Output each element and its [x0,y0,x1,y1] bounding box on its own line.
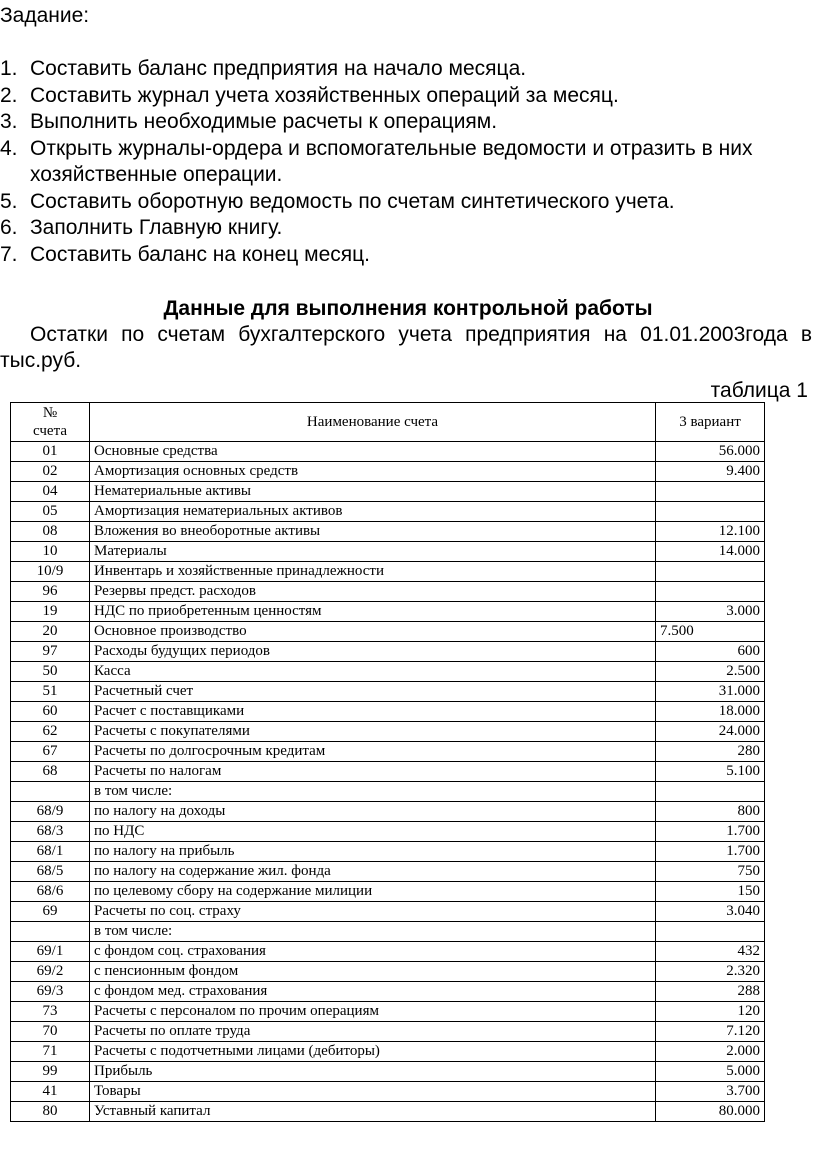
task-text: Составить оборотную ведомость по счетам синтетического учета. [30,189,675,213]
account-code-cell: 68/9 [11,802,90,822]
account-value-cell: 14.000 [656,542,765,562]
task-number: 6. [0,216,18,239]
task-text: Заполнить Главную книгу. [30,216,283,239]
table-row [11,482,765,502]
account-name-cell: Расчетный счет [90,682,656,702]
account-value-cell: 31.000 [656,682,765,702]
account-value-cell [656,482,765,502]
task-text: Составить баланс предприятия на начало месяца. [30,57,527,80]
account-value-cell: 432 [656,942,765,962]
table-row [11,622,765,642]
task-item [0,56,810,83]
account-code-cell: 68/1 [11,842,90,862]
account-value-cell: 5.100 [656,762,765,782]
account-name-cell: Основное производство [90,622,656,642]
task-number: 3. [0,110,18,133]
account-code-cell [11,922,90,942]
account-name-cell: в том числе: [90,922,656,942]
header-account-number-text: № счета [33,405,67,439]
task-text: Составить баланс на конец месяц. [30,242,370,266]
task-item [0,242,810,269]
task-number: 7. [0,242,18,266]
table-row [11,562,765,582]
account-value-cell: 3.700 [656,1082,765,1102]
account-name-cell: Инвентарь и хозяйственные принадлежности [90,562,656,582]
account-code-cell: 05 [11,502,90,522]
table-row [11,542,765,562]
account-code-cell: 20 [11,622,90,642]
account-value-cell: 7.500 [656,622,765,642]
header-account-number [11,403,90,442]
table-row [11,522,765,542]
account-value-cell: 9.400 [656,462,765,482]
account-name-cell: Расчеты по долгосрочным кредитам [90,742,656,762]
account-name-cell: Основные средства [90,442,656,462]
table-row [11,582,765,602]
account-name-cell: Амортизация основных средств [90,462,656,482]
account-value-cell: 2.000 [656,1042,765,1062]
table-header-row [11,403,765,442]
account-name-cell: Амортизация нематериальных активов [90,502,656,522]
account-code-cell: 08 [11,522,90,542]
account-code-cell: 04 [11,482,90,502]
task-number: 2. [0,83,18,107]
intro-text: Остатки по счетам бухгалтерского учета предприятия на 01.01.2003года в тыс.руб. [0,323,812,372]
table-row [11,642,765,662]
task-item [0,83,810,110]
account-name-cell: Резервы предст. расходов [90,582,656,602]
task-text: Выполнить необходимые расчеты к операциям. [30,110,498,133]
account-code-cell: 68/6 [11,882,90,902]
table-row [11,462,765,482]
account-code-cell: 69/3 [11,982,90,1002]
account-name-cell: с фондом мед. страхования [90,982,656,1002]
task-item [0,109,810,136]
account-name-cell: по налогу на содержание жил. фонда [90,862,656,882]
account-value-cell: 1.700 [656,822,765,842]
account-name-cell: Материалы [90,542,656,562]
account-code-cell: 69/2 [11,962,90,982]
account-name-cell: Расчет с поставщиками [90,702,656,722]
page-heading: Задание: [0,4,90,27]
account-value-cell: 2.500 [656,662,765,682]
account-value-cell: 80.000 [656,1102,765,1122]
account-value-cell [656,502,765,522]
task-list [0,56,810,268]
task-text: Составить журнал учета хозяйственных операций за месяц. [30,83,619,107]
account-name-cell: Расчеты по соц. страху [90,902,656,922]
account-value-cell: 120 [656,1002,765,1022]
account-code-cell: 71 [11,1042,90,1062]
table-row [11,1082,765,1102]
account-value-cell: 24.000 [656,722,765,742]
account-value-cell [656,562,765,582]
account-value-cell: 3.000 [656,602,765,622]
table-row [11,942,765,962]
table-row [11,902,765,922]
table-row [11,882,765,902]
account-value-cell: 5.000 [656,1062,765,1082]
task-item [0,136,810,189]
table-row [11,962,765,982]
account-value-cell [656,582,765,602]
account-code-cell: 70 [11,1022,90,1042]
account-value-cell: 288 [656,982,765,1002]
table-row [11,782,765,802]
table-row [11,982,765,1002]
account-code-cell: 62 [11,722,90,742]
account-value-cell [656,922,765,942]
account-code-cell: 68/5 [11,862,90,882]
account-name-cell: по целевому сбору на содержание милиции [90,882,656,902]
table-row [11,842,765,862]
account-value-cell: 600 [656,642,765,662]
table-row [11,742,765,762]
account-value-cell: 750 [656,862,765,882]
account-code-cell: 67 [11,742,90,762]
account-name-cell: в том числе: [90,782,656,802]
header-account-name: Наименование счета [90,403,656,442]
table-row [11,802,765,822]
account-value-cell: 12.100 [656,522,765,542]
task-number: 1. [0,57,18,80]
account-name-cell: по налогу на прибыль [90,842,656,862]
account-name-cell: Прибыль [90,1062,656,1082]
account-code-cell: 41 [11,1082,90,1102]
account-name-cell: Расчеты по налогам [90,762,656,782]
account-code-cell: 51 [11,682,90,702]
account-value-cell: 7.120 [656,1022,765,1042]
table-row [11,1102,765,1122]
table-row [11,1042,765,1062]
account-code-cell: 10/9 [11,562,90,582]
task-number: 4. [0,136,18,160]
account-name-cell: с пенсионным фондом [90,962,656,982]
table-row [11,1002,765,1022]
account-name-cell: Расчеты с подотчетными лицами (дебиторы) [90,1042,656,1062]
table-row [11,682,765,702]
table-row [11,602,765,622]
account-code-cell: 69 [11,902,90,922]
accounts-table [10,402,765,1122]
table-row [11,722,765,742]
account-value-cell: 56.000 [656,442,765,462]
table-row [11,502,765,522]
table-row [11,702,765,722]
account-code-cell: 97 [11,642,90,662]
account-name-cell: Касса [90,662,656,682]
account-name-cell: Расчеты с покупателями [90,722,656,742]
account-name-cell: Нематериальные активы [90,482,656,502]
task-item [0,189,810,216]
account-code-cell: 99 [11,1062,90,1082]
task-text: Открыть журналы-ордера и вспомогательные ведомости и отразить в них хозяйственные операции. [30,136,753,186]
account-code-cell: 96 [11,582,90,602]
table-row [11,762,765,782]
table-row [11,862,765,882]
account-code-cell: 73 [11,1002,90,1022]
account-value-cell [656,782,765,802]
account-value-cell: 3.040 [656,902,765,922]
account-value-cell: 18.000 [656,702,765,722]
account-code-cell: 50 [11,662,90,682]
table-caption: таблица 1 [710,379,808,402]
account-name-cell: НДС по приобретенным ценностям [90,602,656,622]
account-value-cell: 800 [656,802,765,822]
account-code-cell: 19 [11,602,90,622]
account-name-cell: по налогу на доходы [90,802,656,822]
account-name-cell: Товары [90,1082,656,1102]
task-number: 5. [0,189,18,213]
task-item [0,215,810,242]
account-name-cell: с фондом соц. страхования [90,942,656,962]
account-code-cell: 01 [11,442,90,462]
account-code-cell: 68 [11,762,90,782]
header-variant: 3 вариант [656,403,765,442]
table-row [11,922,765,942]
account-code-cell: 02 [11,462,90,482]
table-row [11,1062,765,1082]
account-value-cell: 2.320 [656,962,765,982]
account-name-cell: Расходы будущих периодов [90,642,656,662]
table-row [11,662,765,682]
section-title: Данные для выполнения контрольной работы [163,297,653,320]
account-code-cell: 69/1 [11,942,90,962]
account-name-cell: Уставный капитал [90,1102,656,1122]
table-row [11,822,765,842]
account-value-cell: 280 [656,742,765,762]
account-name-cell: Расчеты по оплате труда [90,1022,656,1042]
account-code-cell: 10 [11,542,90,562]
account-code-cell [11,782,90,802]
account-value-cell: 150 [656,882,765,902]
account-name-cell: Вложения во внеоборотные активы [90,522,656,542]
account-code-cell: 68/3 [11,822,90,842]
table-body [11,442,765,1122]
account-code-cell: 80 [11,1102,90,1122]
table-row [11,442,765,462]
account-value-cell: 1.700 [656,842,765,862]
account-name-cell: Расчеты с персоналом по прочим операциям [90,1002,656,1022]
account-code-cell: 60 [11,702,90,722]
account-name-cell: по НДС [90,822,656,842]
table-row [11,1022,765,1042]
